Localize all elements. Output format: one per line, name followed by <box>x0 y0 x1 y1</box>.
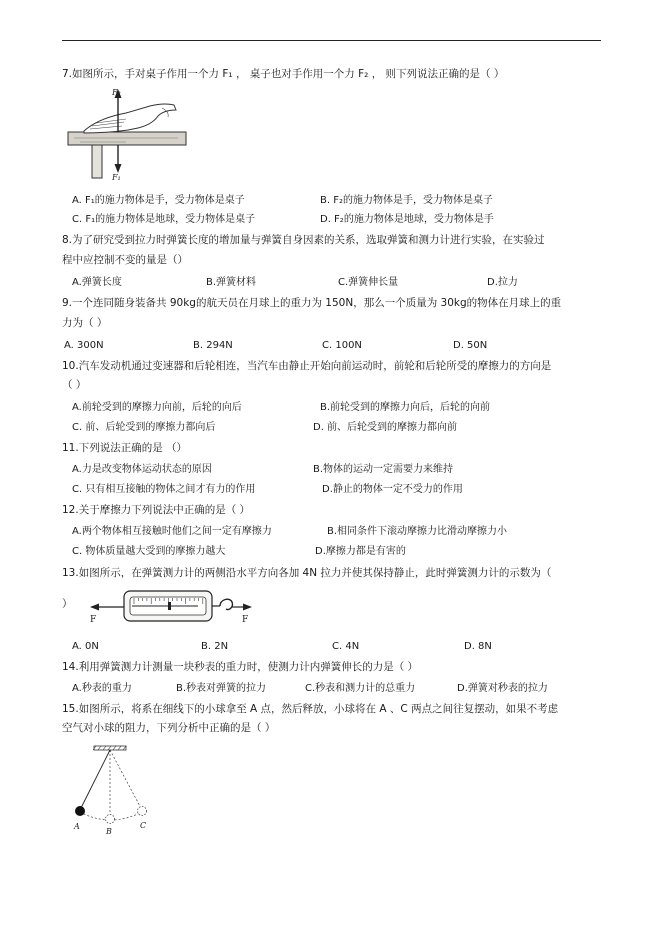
q12-option-b: B.相同条件下滚动摩擦力比滑动摩擦力小 <box>327 526 508 537</box>
q14-option-c: C.秒表和测力计的总重力 <box>305 683 416 694</box>
label-c: C <box>140 821 147 830</box>
string-at-c <box>110 750 142 810</box>
ball-a <box>75 806 85 816</box>
label-f1: F₁ <box>112 173 121 180</box>
question-12-stem: 12.关于摩擦力下列说法中正确的是（ ） <box>62 504 251 516</box>
question-15-stem-line1: 15.如图所示，将系在细线下的小球拿至 A 点，然后释放，小球将在 A 、C 两点之间往复摆动，如果不考虑 <box>62 703 559 715</box>
q11-option-a: A.力是改变物体运动状态的原因 <box>72 464 212 475</box>
ball-b <box>106 815 115 824</box>
q11-option-c: C. 只有相互接触的物体之间才有力的作用 <box>72 484 256 495</box>
q13-option-c: C. 4N <box>332 641 360 652</box>
label-a: A <box>74 822 80 831</box>
q7-option-d: D. F₂的施力物体是地球，受力物体是手 <box>320 214 494 225</box>
question-10-stem-line1: 10.汽车发动机通过变速器和后轮相连，当汽车由静止开始向前运动时，前轮和后轮所受的摩擦力的方向是 <box>62 360 552 372</box>
q10-option-c: C. 前、后轮受到的摩擦力都向后 <box>72 422 216 433</box>
q9-option-a: A. 300N <box>64 340 104 351</box>
question-15-stem-line2: 空气对小球的阻力，下列分析中正确的是（ ） <box>62 722 276 734</box>
question-11-stem: 11.下列说法正确的是 （） <box>62 442 188 454</box>
q11-option-d: D.静止的物体一定不受力的作用 <box>322 484 463 495</box>
q9-option-c: C. 100N <box>322 340 362 351</box>
question-9-stem-line1: 9.一个连同随身装备共 90kg的航天员在月球上的重力为 150N，那么一个质量为 30kg的物体在月球上的重 <box>62 297 562 309</box>
question-14-stem: 14.利用弹簧测力计测量一块秒表的重力时，使测力计内弹簧伸长的力是（ ） <box>62 661 419 673</box>
q9-option-b: B. 294N <box>193 340 233 351</box>
q8-option-b: B.弹簧材料 <box>206 277 257 288</box>
q10-option-b: B.前轮受到的摩擦力向后，后轮的向前 <box>320 402 491 413</box>
q12-option-a: A.两个物体相互接触时他们之间一定有摩擦力 <box>72 526 272 537</box>
q7-option-b: B. F₂的施力物体是手，受力物体是桌子 <box>320 195 493 206</box>
question-7-stem: 7.如图所示，手对桌子作用一个力 F₁ ， 桌子也对手作用一个力 F₂ ， 则下列说法正确的是（ ） <box>62 68 505 80</box>
q7-hand-table-figure <box>66 86 190 180</box>
question-8-stem-line1: 8.为了研究受到拉力时弹簧长度的增加量与弹簧自身因素的关系，选取弹簧和测力计进行实验，在实验过 <box>62 234 545 246</box>
q15-pendulum-figure <box>66 744 166 836</box>
q9-option-d: D. 50N <box>453 340 488 351</box>
q10-option-d: D. 前、后轮受到的摩擦力都向前 <box>313 422 458 433</box>
q11-option-b: B.物体的运动一定需要力来维持 <box>313 464 454 475</box>
q8-option-c: C.弹簧伸长量 <box>338 277 399 288</box>
label-f2: F₂ <box>112 88 121 97</box>
question-13-stem-line1: 13.如图所示，在弹簧测力计的两侧沿水平方向各加 4N 拉力并使其保持静止，此时弹簧测力计的示数为（ <box>62 567 552 579</box>
question-9-stem-line2: 力为（ ） <box>62 317 108 329</box>
q10-option-a: A.前轮受到的摩擦力向前，后轮的向后 <box>72 402 242 413</box>
ball-c <box>138 807 147 816</box>
q12-option-d: D.摩擦力都是有害的 <box>315 546 406 557</box>
string-at-a <box>80 750 110 810</box>
q13-spring-scale-figure <box>86 586 256 628</box>
question-8-stem-line2: 程中应控制不变的量是（） <box>62 254 188 266</box>
table-leg <box>92 145 102 178</box>
scale-hook <box>220 599 232 609</box>
scale-pointer <box>168 602 171 610</box>
top-rule <box>62 40 601 41</box>
q8-option-a: A.弹簧长度 <box>72 277 122 288</box>
q14-option-d: D.弹簧对秒表的拉力 <box>457 683 548 694</box>
q7-option-c: C. F₁的施力物体是地球，受力物体是桌子 <box>72 214 256 225</box>
q13-option-b: B. 2N <box>201 641 229 652</box>
q14-option-b: B.秒表对弹簧的拉力 <box>176 683 267 694</box>
q12-option-c: C. 物体质量越大受到的摩擦力越大 <box>72 546 226 557</box>
question-10-stem-line2: （ ） <box>62 379 87 391</box>
label-b: B <box>106 827 112 836</box>
question-13-stem-line2: ） <box>62 598 73 610</box>
q8-option-d: D.拉力 <box>487 277 518 288</box>
q13-option-d: D. 8N <box>464 641 492 652</box>
table-top <box>68 132 186 145</box>
label-left-f: F <box>90 615 97 625</box>
q13-option-a: A. 0N <box>72 641 99 652</box>
q14-option-a: A.秒表的重力 <box>72 683 132 694</box>
label-right-f: F <box>242 615 249 625</box>
q7-option-a: A. F₁的施力物体是手，受力物体是桌子 <box>72 195 245 206</box>
